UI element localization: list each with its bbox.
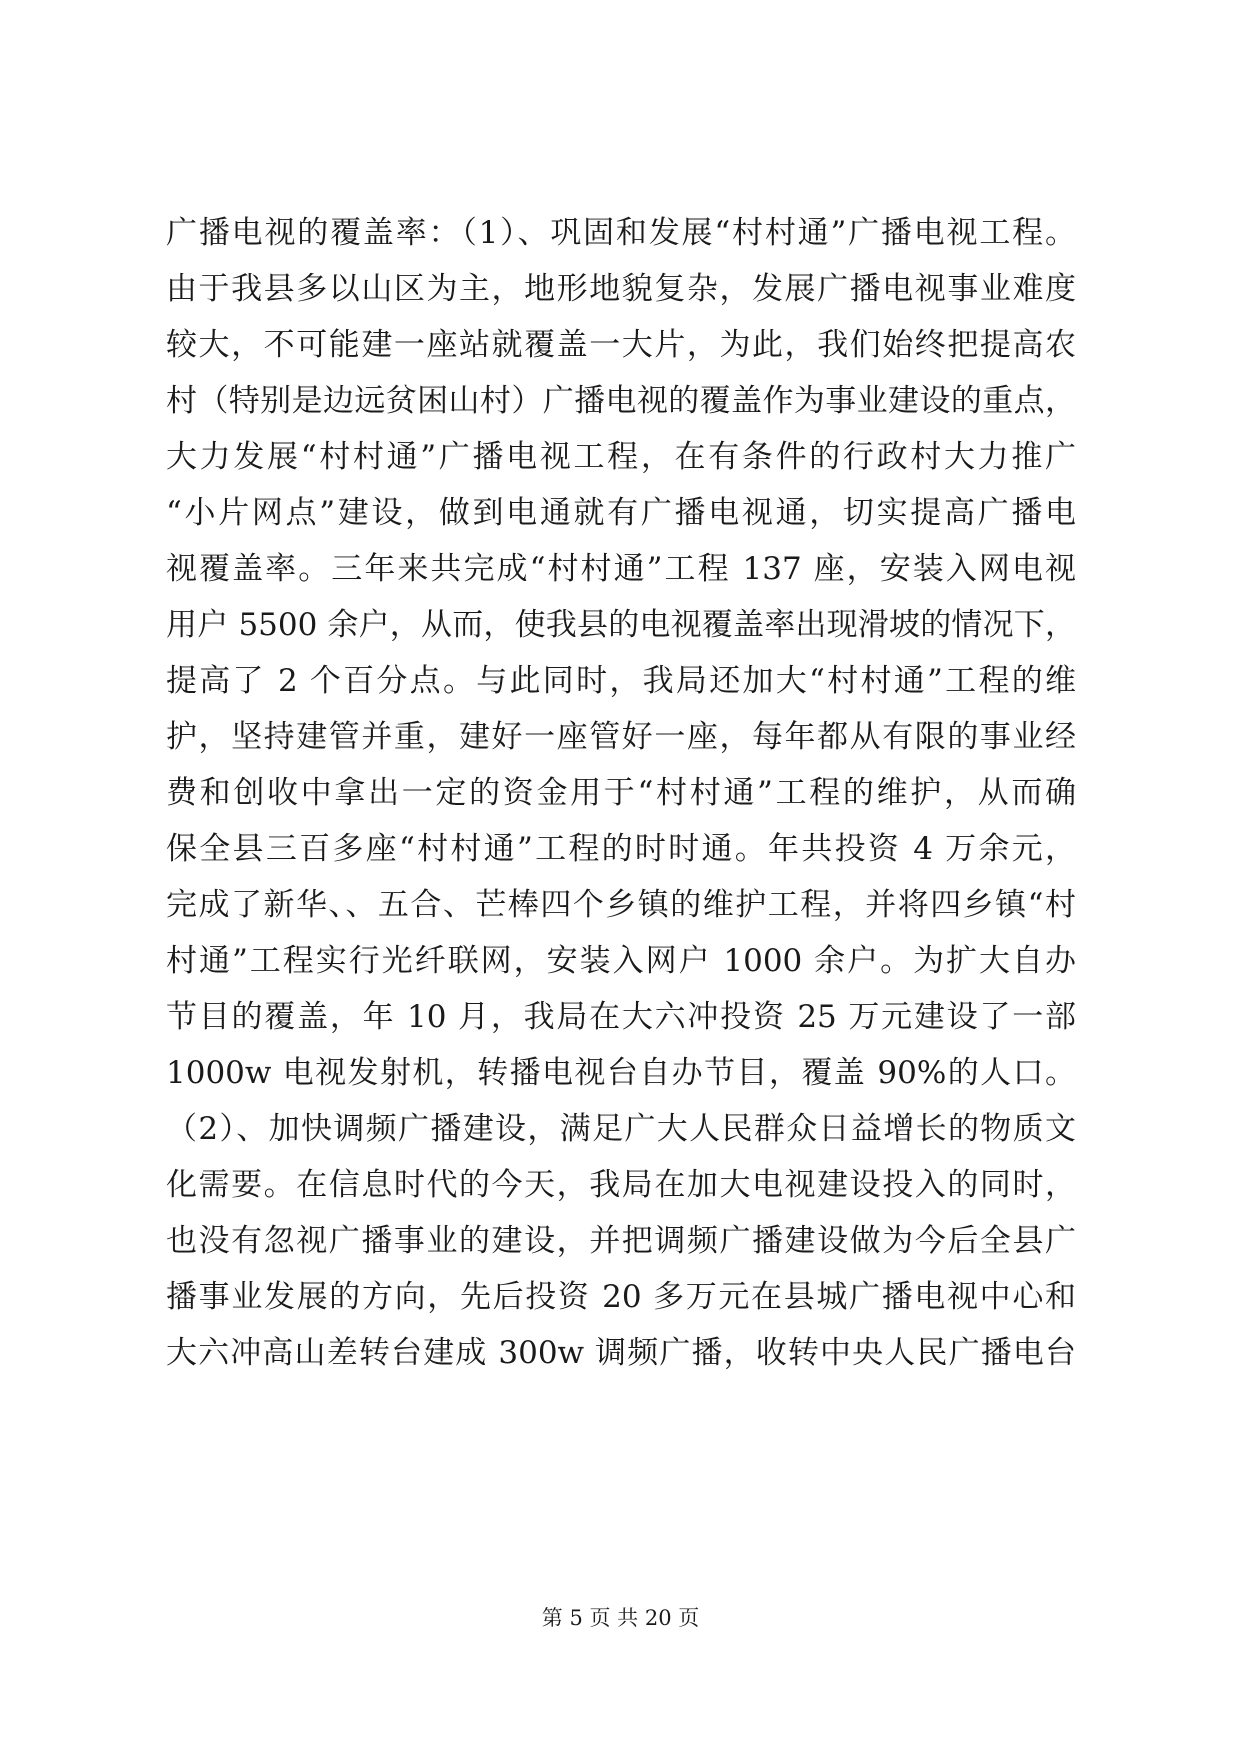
text-line: 由于我县多以山区为主，地形地貌复杂，发展广播电视事业难度 [166,271,1076,307]
text-line: 播事业发展的方向，先后投资 20 多万元在县城广播电视中心和 [166,1279,1076,1315]
text-line: 完成了新华、、五合、芒棒四个乡镇的维护工程，并将四乡镇“村 [166,887,1076,923]
text-line: 较大，不可能建一座站就覆盖一大片，为此，我们始终把提高农 [166,327,1076,363]
text-line: 大力发展“村村通”广播电视工程，在有条件的行政村大力推广 [166,439,1076,475]
text-line: 提高了 2 个百分点。与此同时，我局还加大“村村通”工程的维 [166,663,1076,699]
text-line: 大六冲高山差转台建成 300w 调频广播，收转中央人民广播电台 [166,1335,1076,1371]
text-line: 也没有忽视广播事业的建设，并把调频广播建设做为今后全县广 [166,1223,1076,1259]
text-line: 费和创收中拿出一定的资金用于“村村通”工程的维护，从而确 [166,775,1076,811]
text-line: 保全县三百多座“村村通”工程的时时通。年共投资 4 万余元， [166,831,1076,867]
text-line: 节目的覆盖，年 10 月，我局在大六冲投资 25 万元建设了一部 [166,999,1076,1035]
page-footer: 第 5 页 共 20 页 [541,1606,700,1630]
text-line: 化需要。在信息时代的今天，我局在加大电视建设投入的同时， [166,1167,1076,1203]
text-line: 1000w 电视发射机，转播电视台自办节目，覆盖 90%的人口。 [166,1055,1076,1091]
text-line: “小片网点”建设，做到电通就有广播电视通，切实提高广播电 [166,495,1076,531]
body-text [166,205,1076,1381]
text-line: 护，坚持建管并重，建好一座管好一座，每年都从有限的事业经 [166,719,1076,755]
text-line: 用户 5500 余户，从而，使我县的电视覆盖率出现滑坡的情况下， [166,607,1076,643]
text-line: （2）、加快调频广播建设，满足广大人民群众日益增长的物质文 [166,1111,1076,1147]
text-line: 广播电视的覆盖率：（1）、巩固和发展“村村通”广播电视工程。 [166,215,1076,251]
text-line: 村通”工程实行光纤联网，安装入网户 1000 余户。为扩大自办 [166,943,1076,979]
text-line: 村（特别是边远贫困山村）广播电视的覆盖作为事业建设的重点， [166,383,1076,419]
text-line: 视覆盖率。三年来共完成“村村通”工程 137 座，安装入网电视 [166,551,1076,587]
